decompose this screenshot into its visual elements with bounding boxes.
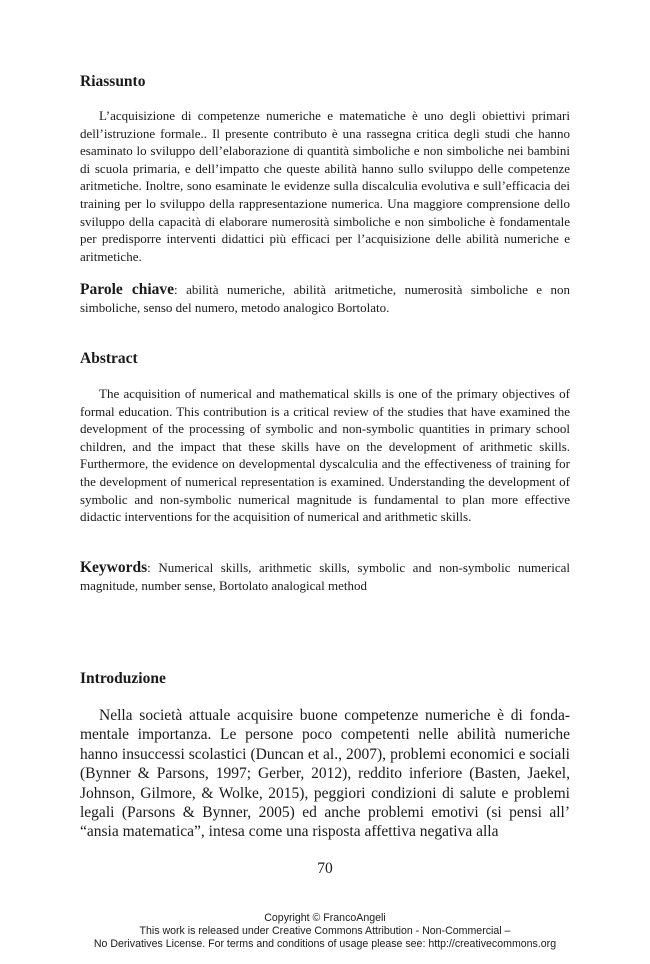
riassunto-heading: Riassunto bbox=[80, 73, 146, 90]
keywords-label: Keywords bbox=[80, 559, 148, 576]
abstract-heading: Abstract bbox=[80, 350, 138, 367]
parole-chiave-label: Parole chiave bbox=[80, 281, 175, 298]
footer-copyright-line: Copyright © FrancoAngeli bbox=[264, 912, 386, 924]
keywords-block bbox=[80, 559, 570, 594]
page-number: 70 bbox=[317, 860, 333, 877]
riassunto-paragraph: L’acquisizione di competenze numeriche e matematiche è uno degli obiettivi primari dell’istruzione formale.. Il presente contributo è una rassegna critica degli studi che hanno esaminato lo sviluppo dell’elaborazione di quantità simboliche e non simboliche nei bambini di scuola primaria, e dell’impatto che queste abilità hanno sullo sviluppo delle competenze aritmetiche. Inoltre, sono esaminate le evidenze sulla discalculia evolutiva e sull’efficacia dei training per lo sviluppo della rappresentazione numerica. Una maggiore comprensione dello sviluppo della capacità di elaborare numerosità simboliche e non simboliche è fondamentale per predisporre interventi didattici più efficaci per l’acquisizione delle abilità numeriche e aritmetiche. bbox=[80, 108, 570, 264]
introduzione-heading: Introduzione bbox=[80, 670, 166, 687]
copyright-footer bbox=[0, 912, 650, 950]
introduzione-paragraph: Nella società attuale acquisire buone competenze numeriche è di fondamentale importanza. Le persone poco competenti nelle abilità numeriche hanno insuccessi scolastici (Duncan et al., 2007), problemi economici e sociali (Bynner & Parsons, 1997; Gerber, 2012), reddito inferiore (Basten, Jaekel, Johnson, Gilmore, & Wolke, 2015), peggiori condizioni di salute e problemi legali (Parsons & Bynner, 2005) ed anche problemi emotivi (si pensi all’ “ansia matematica”, intesa come una risposta affettiva negativa alla bbox=[80, 707, 570, 841]
footer-license-line: This work is released under Creative Commons Attribution - Non-Commercial – bbox=[139, 924, 511, 937]
parole-chiave-block bbox=[80, 281, 570, 316]
keywords-text: : Numerical skills, arithmetic skills, symbolic and non-symbolic numerical magnitude, number sense, Bortolato analogical method bbox=[80, 560, 570, 593]
footer-terms-line: No Derivatives License. For terms and conditions of usage please see: http://creativecommons.org bbox=[93, 937, 557, 950]
parole-chiave-text: : abilità numeriche, abilità aritmetiche, numerosità simboliche e non simboliche, senso del numero, metodo analogico Bortolato. bbox=[80, 282, 570, 315]
abstract-paragraph: The acquisition of numerical and mathematical skills is one of the primary objectives of formal education. This contribution is a critical review of the studies that have examined the development of the processing of symbolic and non-symbolic quantities in primary school children, and the impact that these skills have on the development of arithmetic skills. Furthermore, the evidence on developmental dyscalculia and the effectiveness of training for the development of numerical representation is examined. Understanding the development of symbolic and non-symbolic numerical magnitude is fundamental to plan more effective didactic interventions for the acquisition of numerical and arithmetic skills. bbox=[80, 386, 570, 525]
